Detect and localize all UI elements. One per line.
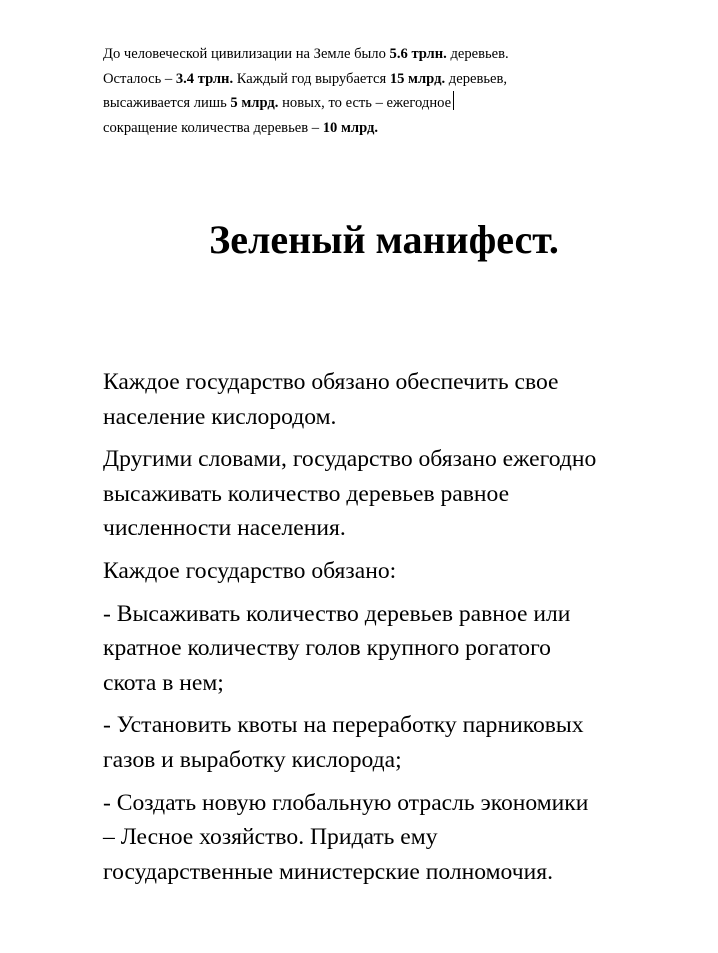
text-cursor [453, 91, 454, 110]
intro-text: деревьев, [445, 70, 508, 87]
paragraph-line: государственные министерские полномочия. [103, 858, 553, 885]
paragraph-line: Каждое государство обязано обеспечить свое [103, 369, 559, 395]
intro-statistics [103, 42, 663, 140]
manifesto-paragraph [103, 554, 693, 589]
paragraph-line: численности населения. [103, 515, 346, 542]
paragraph-line: население кислородом. [103, 403, 337, 430]
paragraph-line: – Лесное хозяйство. Придать ему [103, 824, 438, 851]
intro-line-2 [103, 67, 663, 92]
manifesto-body [103, 365, 693, 897]
paragraph-line: кратное количеству голов крупного рогатого [103, 635, 551, 662]
paragraph-line: Другими словами, государство обязано ежегодно [103, 446, 597, 473]
document-title: Зеленый манифест. [209, 217, 559, 262]
intro-text: Осталось – [103, 70, 176, 87]
paragraph-line: - Установить квоты на переработку парниковых [103, 712, 584, 739]
intro-line-4 [103, 116, 663, 141]
manifesto-paragraph [103, 597, 693, 701]
paragraph-line: - Создать новую глобальную отрасль экономики [103, 789, 589, 816]
paragraph-line: - Высаживать количество деревьев равное или [103, 600, 571, 627]
intro-text: сокращение количества деревьев – [103, 119, 323, 136]
manifesto-paragraph [103, 442, 693, 546]
intro-figure: 5.6 трлн. [389, 46, 447, 62]
paragraph-line: газов и выработку кислорода; [103, 746, 402, 773]
intro-text: деревьев. [446, 46, 509, 62]
intro-text: высаживается лишь [103, 95, 231, 111]
intro-line-3 [103, 91, 663, 116]
intro-text: Каждый год вырубается [233, 70, 390, 87]
paragraph-line: скота в нем; [103, 669, 224, 696]
intro-text: До человеческой цивилизации на Земле было [103, 46, 390, 62]
intro-figure: 5 млрд. [230, 95, 279, 111]
paragraph-line: высаживать количество деревьев равное [103, 480, 510, 507]
intro-line-1 [103, 42, 663, 67]
intro-figure: 3.4 трлн. [175, 70, 234, 87]
intro-text: новых, то есть – ежегодное [278, 95, 452, 111]
intro-figure: 10 млрд. [322, 119, 379, 136]
paragraph-line: Каждое государство обязано: [103, 557, 397, 584]
manifesto-paragraph [103, 708, 693, 777]
manifesto-paragraph [103, 365, 693, 434]
intro-figure: 15 млрд. [389, 70, 446, 87]
manifesto-paragraph [103, 786, 693, 890]
